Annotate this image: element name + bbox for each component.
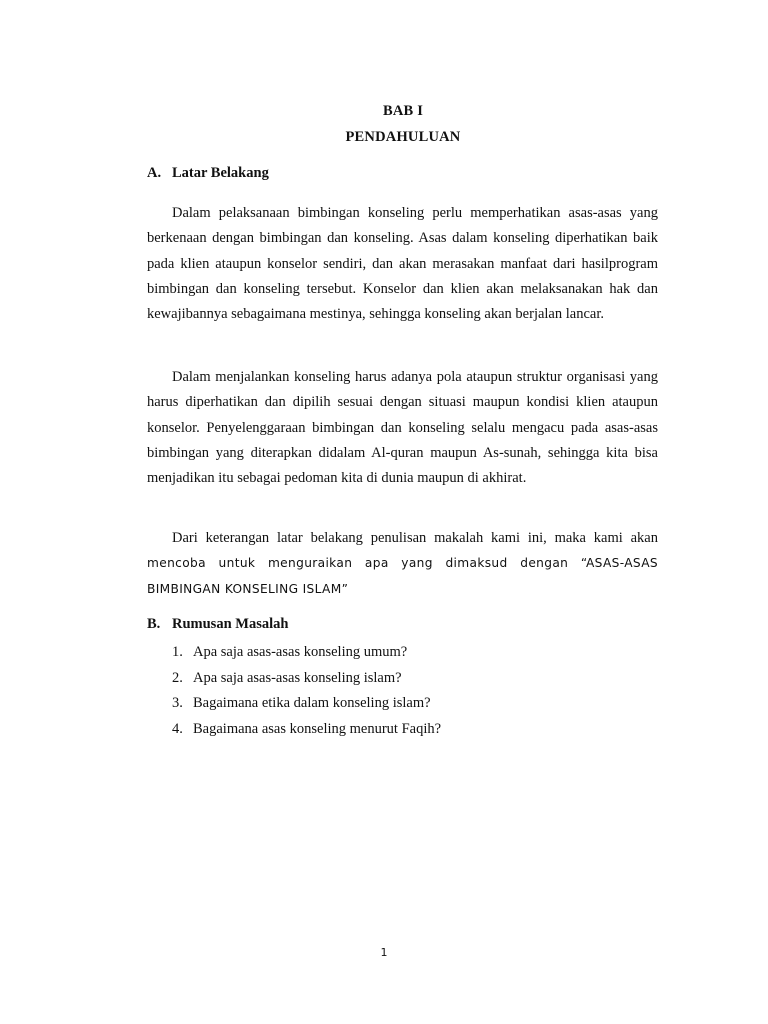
list-item-number: 1.	[172, 644, 183, 660]
list-item-number: 2.	[172, 669, 183, 686]
list-item	[172, 691, 441, 717]
section-b-heading	[147, 616, 288, 633]
list-item-number: 3.	[172, 695, 183, 711]
chapter-number: BAB I	[382, 103, 424, 119]
list-item	[172, 717, 441, 743]
list-item-text: Apa saja asas-asas konseling umum?	[193, 644, 408, 660]
list-item-number: 4.	[172, 720, 183, 737]
chapter-title: PENDAHULUAN	[345, 129, 461, 145]
paragraph-3-serif-part: Dari keterangan latar belakang penulisan makalah kami ini, maka kami akan	[172, 530, 658, 546]
list-item-text: Apa saja asas-asas konseling islam?	[193, 669, 402, 686]
section-b-letter: B.	[147, 616, 161, 632]
section-a-letter: A.	[147, 165, 162, 181]
section-b-title: Rumusan Masalah	[172, 616, 289, 632]
page-number: 1	[380, 946, 388, 959]
section-a-heading	[147, 165, 269, 182]
section-a-title: Latar Belakang	[172, 165, 269, 181]
list-item	[172, 666, 441, 692]
list-item-text: Bagaimana asas konseling menurut Faqih?	[193, 720, 442, 737]
paragraph-2: Dalam menjalankan konseling harus adanya pola ataupun struktur organisasi yang harus diperhatikan dan dipilih sesuai dengan situasi maupun kondisi klien ataupun konselor. Penyelenggaraan bimbingan dan konseling selalu mengacu pada asas-asas bimbingan yang diterapkan didalam Al-quran maupun As-sunah, sehingga kita bisa menjadikan itu sebagai pedoman kita di dunia maupun di akhirat.	[147, 369, 658, 487]
paragraph-1: Dalam pelaksanaan bimbingan konseling perlu memperhatikan asas-asas yang berkenaan dengan bimbingan dan konseling. Asas dalam konseling diperhatikan baik pada klien ataupun konselor sendiri, dan akan merasakan manfaat dari hasilprogram bimbingan dan konseling tersebut. Konselor dan klien akan melaksanakan hak dan kewajibannya sebagaimana mestinya, sehingga konseling akan berjalan lancar.	[147, 205, 658, 323]
problem-list	[172, 640, 441, 742]
list-item-text: Bagaimana etika dalam konseling islam?	[193, 695, 431, 711]
paragraph-3-sans-part: mencoba untuk menguraikan apa yang dimaksud dengan “ASAS-ASAS BIMBINGAN KONSELING ISLAM”	[147, 556, 658, 596]
list-item	[172, 640, 441, 666]
paragraph-3	[147, 526, 658, 602]
